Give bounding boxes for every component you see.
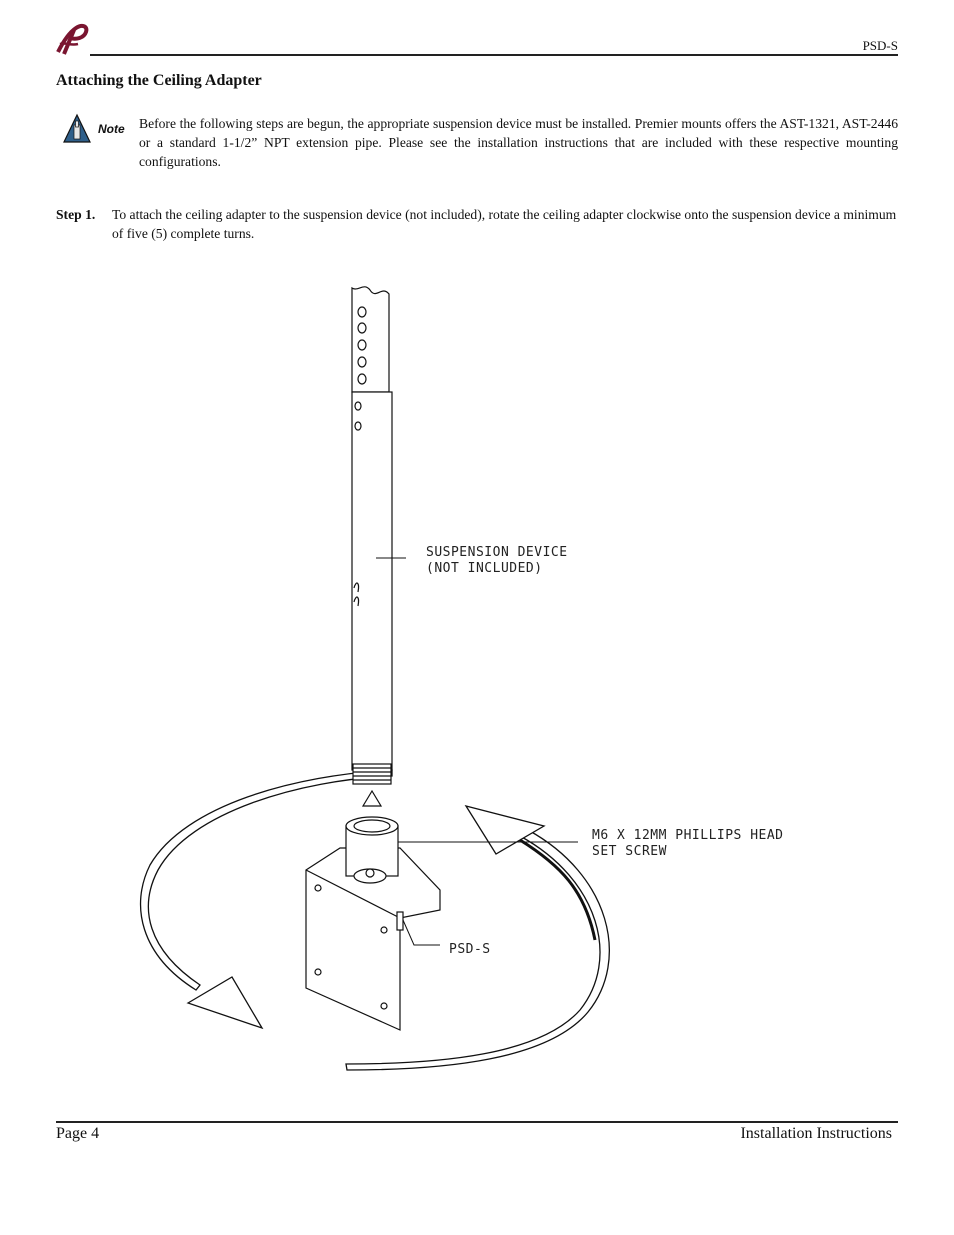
step-label: Step 1. [56, 207, 96, 222]
document-code: PSD-S [862, 38, 898, 53]
premier-logo-icon [56, 22, 90, 56]
callout-suspension-device: SUSPENSION DEVICE [426, 545, 568, 560]
note-text: Before the following steps are begun, the appropriate suspension device must be installed. Premier mounts offers the AST-1321, AST-2446 or a standard 1-1/2” NPT extension pipe. Please see the installation instructions that are included with these respective mounting configurations. [139, 116, 898, 169]
step-text: To attach the ceiling adapter to the suspension device (not included), rotate the ceiling adapter clockwise onto the suspension device a minimum of five (5) complete turns. [112, 207, 897, 241]
footer-rule [56, 1121, 898, 1123]
ceiling-adapter [306, 817, 440, 1030]
note-label: Note [98, 122, 125, 136]
page-number: Page 4 [56, 1125, 100, 1142]
callout-set-screw-line2: SET SCREW [592, 844, 667, 859]
footer-title: Installation Instructions [740, 1125, 892, 1142]
header-rule [90, 54, 898, 56]
note-hand-icon [62, 112, 132, 146]
insert-arrow [363, 791, 381, 806]
callout-set-screw: M6 X 12MM PHILLIPS HEAD [592, 828, 784, 843]
suspension-pipe [352, 287, 392, 784]
callout-not-included: (NOT INCLUDED) [426, 561, 543, 576]
callout-adapter: PSD-S [449, 942, 491, 957]
section-title: Attaching the Ceiling Adapter [56, 72, 262, 89]
installation-diagram [130, 278, 830, 1078]
